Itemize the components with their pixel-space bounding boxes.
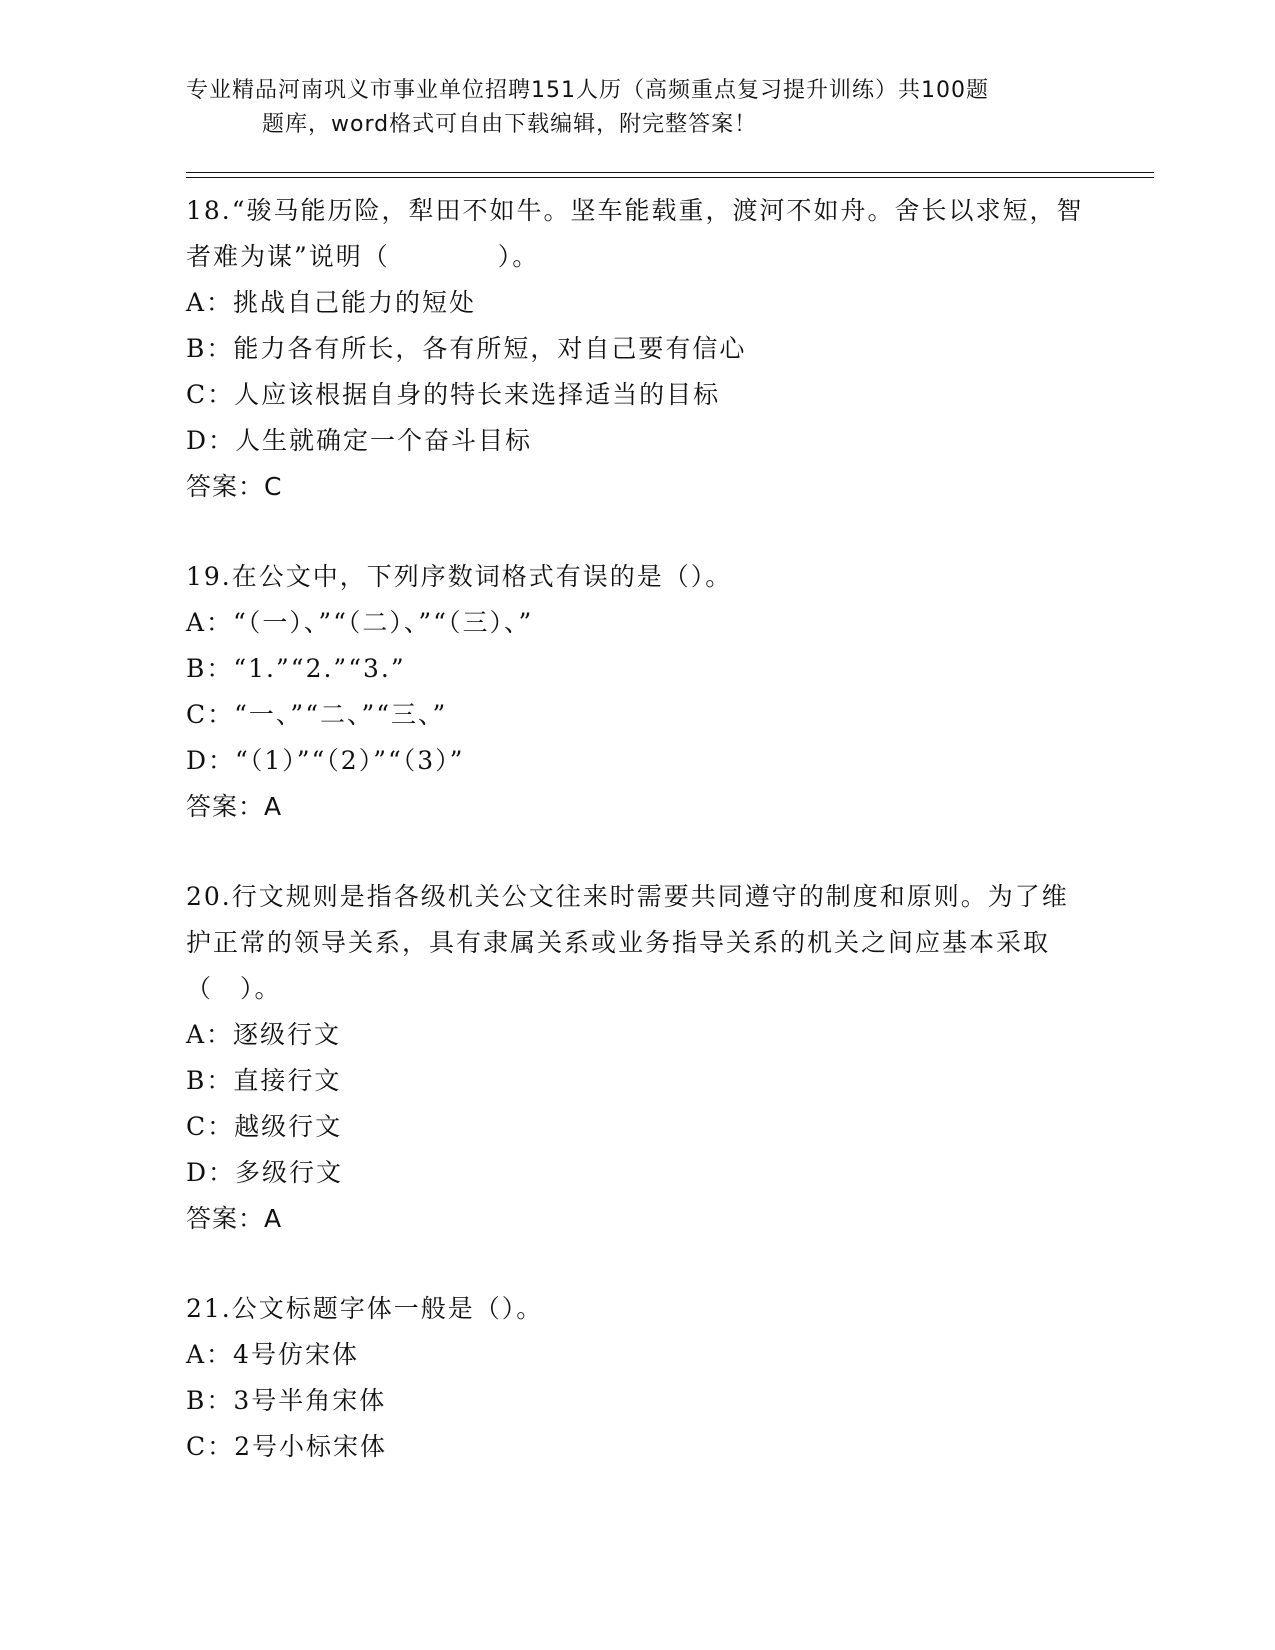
option-d: D：“（1）”“（2）”“（3）” [186,746,465,775]
question-19 [186,554,1086,830]
answer-line: 答案：C [186,472,283,501]
option-a: A：挑战自己能力的短处 [186,288,477,317]
document-header [186,74,1086,142]
option-d: D：人生就确定一个奋斗目标 [186,426,533,455]
header-rule-top [186,172,1154,173]
question-stem: 19.在公文中，下列序数词格式有误的是（）。 [186,562,733,591]
question-stem: 21.公文标题字体一般是（）。 [186,1294,544,1323]
question-18 [186,188,1086,510]
option-c: C：“一、”“二、”“三、” [186,700,448,729]
question-stem: 20.行文规则是指各级机关公文往来时需要共同遵守的制度和原则。为了维护正常的领导关系，具有隶属关系或业务指导关系的机关之间应基本采取（ ）。 [186,882,1069,1003]
header-title-line-2: 题库，word格式可自由下载编辑，附完整答案！ [262,112,758,137]
header-title-line-1: 专业精品河南巩义市事业单位招聘151人历（高频重点复习提升训练）共100题 [186,78,989,103]
question-21 [186,1286,1086,1470]
option-c: C：越级行文 [186,1112,343,1141]
question-20 [186,874,1086,1242]
header-rule-bottom [186,177,1154,178]
option-b: B：能力各有所长，各有所短，对自己要有信心 [186,334,747,363]
option-b: B：3号半角宋体 [186,1386,387,1415]
option-a: A：“（一）、”“（二）、”“（三）、” [186,608,534,637]
option-b: B：“1.”“2.”“3.” [186,654,406,683]
option-b: B：直接行文 [186,1066,342,1095]
question-list [186,188,1086,1514]
option-d: D：多级行文 [186,1158,344,1187]
option-c: C：人应该根据自身的特长来选择适当的目标 [186,380,721,409]
answer-line: 答案：A [186,792,283,821]
answer-line: 答案：A [186,1204,283,1233]
question-stem: 18.“骏马能历险，犁田不如牛。坚车能载重，渡河不如舟。舍长以求短，智者难为谋”说明（ ）。 [186,196,1084,271]
option-c: C：2号小标宋体 [186,1432,388,1461]
option-a: A：4号仿宋体 [186,1340,359,1369]
option-a: A：逐级行文 [186,1020,342,1049]
